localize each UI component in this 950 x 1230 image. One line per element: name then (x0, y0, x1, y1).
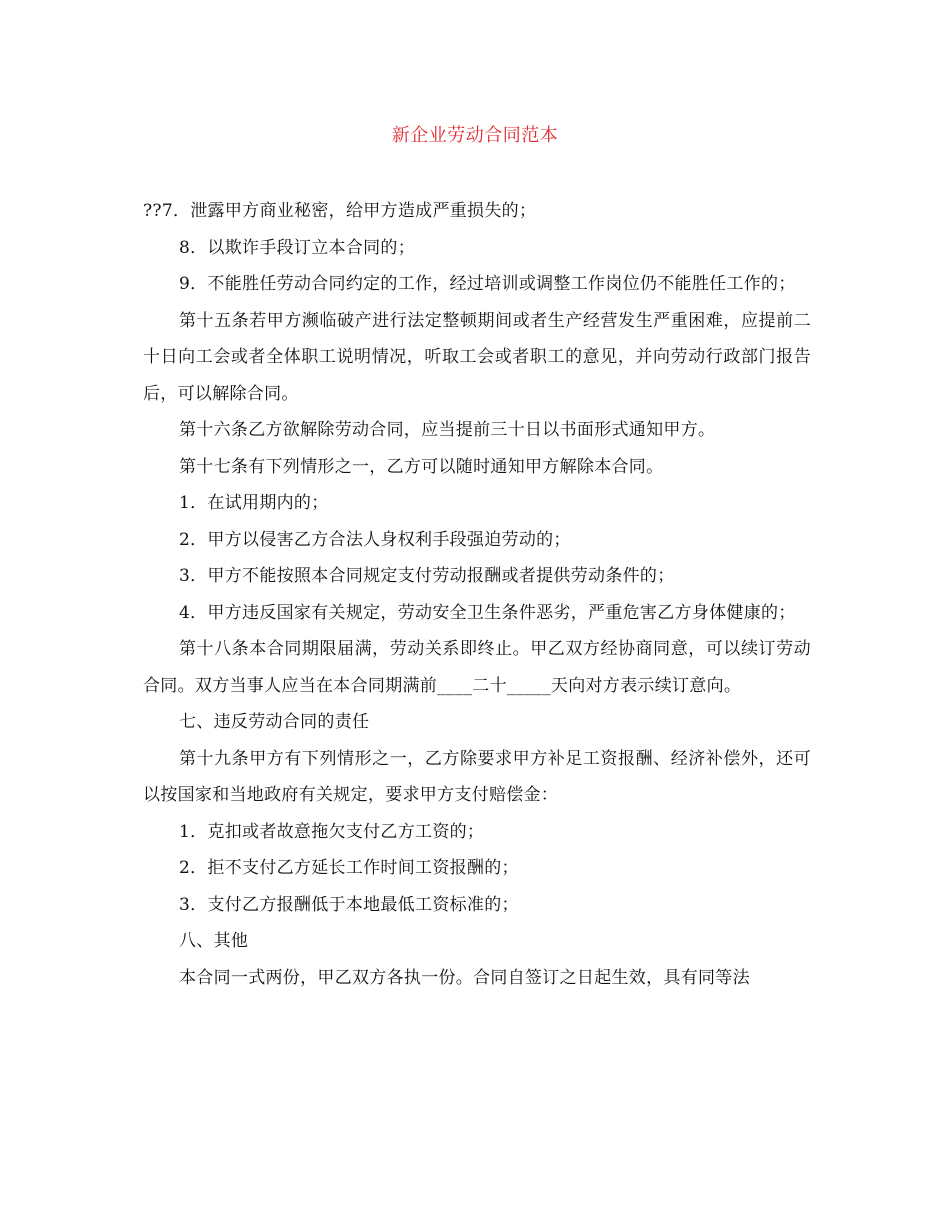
paragraph: 第十六条乙方欲解除劳动合同，应当提前三十日以书面形式通知甲方。 (179, 420, 716, 440)
section-heading: 八、其他 (179, 931, 249, 951)
paragraph: 本合同一式两份，甲乙双方各执一份。合同自签订之日起生效，具有同等法 (179, 967, 750, 988)
paragraph: 2．甲方以侵害乙方合法人身权利手段强迫劳动的； (179, 529, 571, 550)
paragraph: 1．在试用期内的； (179, 493, 329, 513)
paragraph: 第十九条甲方有下列情形之一，乙方除要求甲方补足工资报酬、经济补偿外，还可以按国家和当地政府有关规定，要求甲方支付赔偿金： (143, 748, 811, 805)
document-title: 新企业劳动合同范本 (391, 125, 559, 146)
paragraph: 第十五条若甲方濒临破产进行法定整顿期间或者生产经营发生严重困难，应提前二十日向工会或者全体职工说明情况，听取工会或者职工的意见，并向劳动行政部门报告后，可以解除合同。 (143, 310, 811, 404)
paragraph: ??7．泄露甲方商业秘密，给甲方造成严重损失的； (143, 201, 537, 221)
paragraph: 4．甲方违反国家有关规定，劳动安全卫生条件恶劣，严重危害乙方身体健康的； (179, 602, 796, 623)
paragraph: 8．以欺诈手段订立本合同的； (179, 237, 416, 258)
section-heading: 七、违反劳动合同的责任 (179, 712, 370, 732)
paragraph: 3．支付乙方报酬低于本地最低工资标准的； (179, 894, 519, 915)
paragraph: 2．拒不支付乙方延长工作时间工资报酬的； (179, 858, 519, 878)
document-body (143, 193, 811, 996)
paragraph: 9．不能胜任劳动合同约定的工作，经过培训或调整工作岗位仍不能胜任工作的； (179, 274, 796, 294)
paragraph: 1．克扣或者故意拖欠支付乙方工资的； (179, 821, 485, 842)
paragraph: 3．甲方不能按照本合同规定支付劳动报酬或者提供劳动条件的； (179, 566, 675, 586)
paragraph: 第十七条有下列情形之一，乙方可以随时通知甲方解除本合同。 (179, 456, 664, 477)
paragraph: 第十八条本合同期限届满，劳动关系即终止。甲乙双方经协商同意，可以续订劳动合同。双方当事人应当在本合同期满前____二十_____天向对方表示续订意向。 (143, 639, 811, 696)
